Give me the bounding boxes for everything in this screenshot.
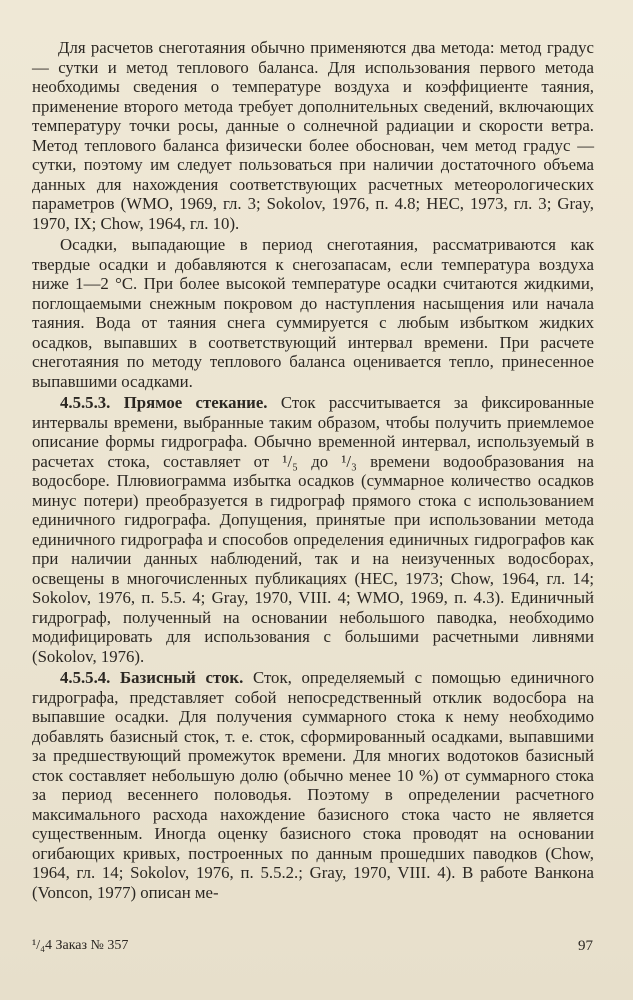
paragraph-precipitation <box>32 235 594 391</box>
paragraph-base-flow <box>32 668 594 902</box>
paragraph-body: Сток рассчитывается за фиксированные интервалы времени, выбранные таким образом, чтобы получить приемлемое описание формы гидрографа. Обычно временной интервал, используемый в расчетах стока, составляет от ¹/₅ до ¹/₃ времени водообразования на водосборе. Плювиограмма избытка осадков (суммарное количество осадков минус потери) преобразуется в гидрограф прямого стока с использованием единичного гидрографа. Допущения, принятые при использовании метода единичного гидрографа и способов определения единичных гидрографов как при наличии данных наблюдений, так и на неизученных водосборах, освещены в многочисленных публикациях (НЕС, 1973; Chow, 1964, гл. 14; Sokolov, 1976, п. 5.5. 4; Gray, 1970, VIII. 4; WMO, 1969, п. 4.3). Единичный гидрограф, полученный на основании небольшого паводка, необходимо модифицировать для использования с большими расчетными ливнями (Sokolov, 1976). <box>32 393 594 666</box>
paragraph-body: Сток, определяемый с помощью единичного гидрографа, представляет собой непосредственный отклик водосбора на выпавшие осадки. Для получения суммарного стока к нему необходимо добавлять базисный сток, т. е. сток, сформированный осадками, выпавшими за предшествующий промежуток времени. Для многих водотоков базисный сток составляет небольшую долю (обычно менее 10 %) от суммарного стока за период весеннего половодья. Поэтому в определении расчетного максимального расхода нахождение базисного стока часто не является существенным. Иногда оценку базисного стока проводят на основании огибающих кривых, построенных по данным прошедших паводков (Chow, 1964, гл. 14; Sokolov, 1976, п. 5.5.2.; Gray, 1970, VIII. 4). В работе Ванкона (Voncon, 1977) описан ме- <box>32 668 594 902</box>
section-heading: 4.5.5.4. Базисный сток. <box>60 668 244 687</box>
page-number: 97 <box>578 938 593 954</box>
print-signature: ¹/₄4 Заказ № 357 <box>32 938 129 953</box>
paragraph-snowmelt-methods <box>32 38 594 233</box>
paragraph-body: Осадки, выпадающие в период снеготаяния, рассматриваются как твердые осадки и добавляются к снегозапасам, если температура воздуха ниже 1—2 °С. При более высокой температуре осадки считаются жидкими, поглощаемыми снежным покровом до наступления насыщения или начала таяния. Вода от таяния снега суммируется с любым избытком жидких осадков, выпавших в соответствующий интервал времени. При расчете снеготаяния по методу теплового баланса оценивается тепло, принесенное выпавшими осадками. <box>32 235 594 391</box>
section-heading: 4.5.5.3. Прямое стекание. <box>60 393 268 412</box>
body-text <box>32 38 594 904</box>
paragraph-direct-runoff <box>32 393 594 666</box>
paragraph-body: Для расчетов снеготаяния обычно применяются два метода: метод градус — сутки и метод теплового баланса. Для использования первого метода необходимы сведения о температуре воздуха и коэффициенте таяния, применение второго метода требует дополнительных сведений, включающих температуру точки росы, данные о солнечной радиации и скорости ветра. Метод теплового баланса физически более обоснован, чем метод градус — сутки, поэтому им следует пользоваться при наличии достаточного объема данных для нахождения соответствующих расчетных метеорологических параметров (WMO, 1969, гл. 3; Sokolov, 1976, п. 4.8; НЕС, 1973, гл. 3; Gray, 1970, IX; Chow, 1964, гл. 10). <box>32 38 594 233</box>
